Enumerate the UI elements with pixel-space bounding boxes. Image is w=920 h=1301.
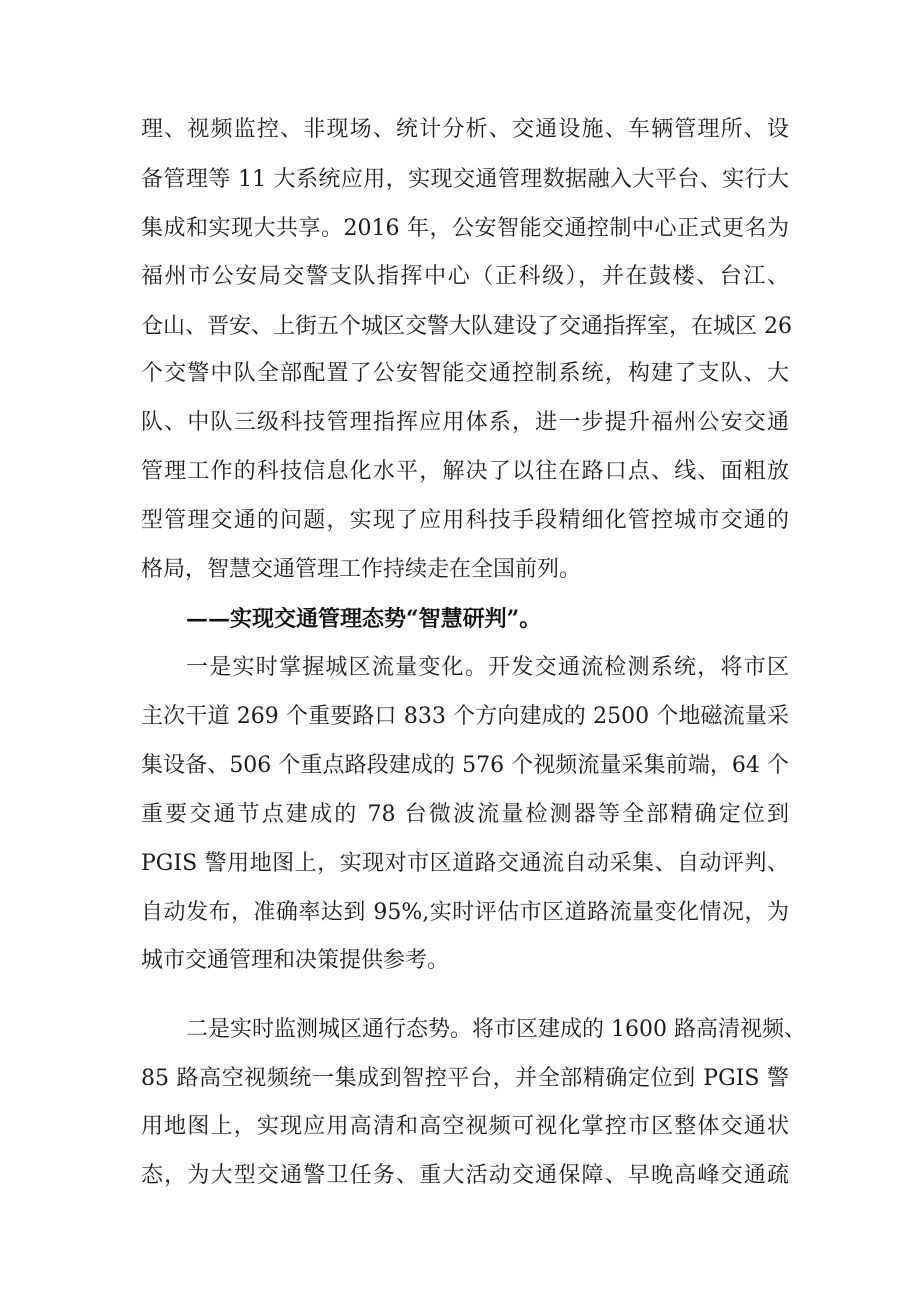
paragraph-first-line: 一是实时掌握城区流量变化。开发交通流检测系统，将市区 (186, 655, 789, 680)
section-heading: ——实现交通管理态势“智慧研判”。 (186, 606, 542, 632)
body-text-line: 福州市公安局交警支队指挥中心（正科级），并在鼓楼、台江、 (141, 264, 789, 289)
body-text-line: 管理工作的科技信息化水平，解决了以往在路口点、线、面粗放 (141, 459, 789, 484)
body-text-line: 主次干道 269 个重要路口 833 个方向建成的 2500 个地磁流量采 (141, 704, 789, 729)
paragraph-first-line: 二是实时监测城区通行态势。将市区建成的 1600 路高清视频、 (186, 1017, 806, 1042)
body-text-line: 85 路高空视频统一集成到智控平台，并全部精确定位到 PGIS 警 (141, 1066, 789, 1091)
body-text-line: 集成和实现大共享。2016 年，公安智能交通控制中心正式更名为 (141, 216, 789, 241)
body-text-line: 用地图上，实现应用高清和高空视频可视化掌控市区整体交通状 (141, 1114, 789, 1139)
body-text-line: 自动发布，准确率达到 95%,实时评估市区道路流量变化情况，为 (141, 900, 789, 925)
body-text-line: 态，为大型交通警卫任务、重大活动交通保障、早晚高峰交通疏 (141, 1163, 789, 1188)
body-text-line: 备管理等 11 大系统应用，实现交通管理数据融入大平台、实行大 (141, 167, 789, 192)
body-text-line: 队、中队三级科技管理指挥应用体系，进一步提升福州公安交通 (141, 410, 789, 435)
body-text-line: 集设备、506 个重点路段建成的 576 个视频流量采集前端，64 个 (141, 753, 789, 778)
body-text-line-last: 城市交通管理和决策提供参考。 (141, 948, 450, 973)
body-text-line-last: 格局，智慧交通管理工作持续走在全国前列。 (141, 557, 582, 582)
body-text-line: PGIS 警用地图上，实现对市区道路交通流自动采集、自动评判、 (141, 851, 789, 876)
body-text-line: 型管理交通的问题，实现了应用科技手段精细化管控城市交通的 (141, 508, 789, 533)
body-text-line: 个交警中队全部配置了公安智能交通控制系统，构建了支队、大 (141, 361, 789, 386)
body-text-line: 重要交通节点建成的 78 台微波流量检测器等全部精确定位到 (141, 802, 789, 827)
body-text-line: 仓山、晋安、上街五个城区交警大队建设了交通指挥室，在城区 26 (141, 314, 792, 339)
body-text-line: 理、视频监控、非现场、统计分析、交通设施、车辆管理所、设 (141, 117, 789, 142)
